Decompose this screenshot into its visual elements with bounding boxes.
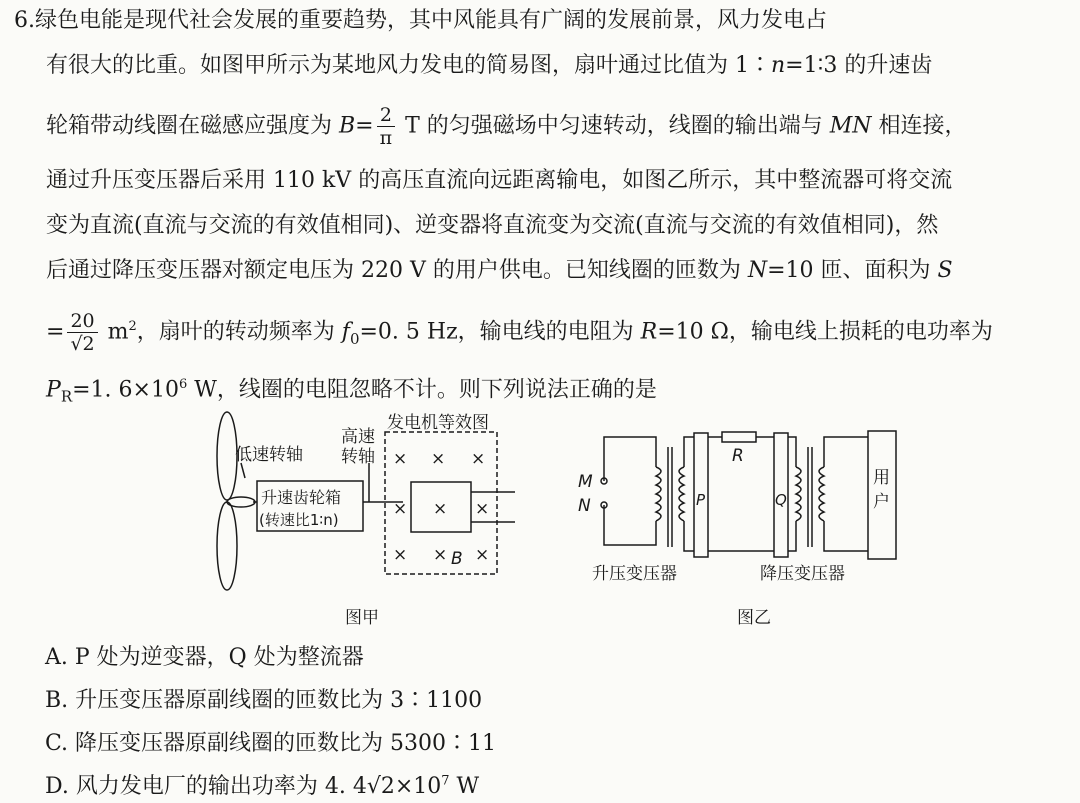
field-mark: × bbox=[475, 499, 490, 519]
field-mark: × bbox=[433, 499, 448, 519]
turbine-blade-bottom bbox=[217, 502, 237, 590]
turbine-blade-top bbox=[217, 412, 237, 500]
user-label-1: 用 bbox=[873, 468, 890, 488]
field-mark: × bbox=[475, 545, 490, 565]
label-p: P bbox=[696, 491, 706, 509]
label-m: M bbox=[578, 472, 593, 492]
question-line-2: 有很大的比重。如图甲所示为某地风力发电的简易图，扇叶通过比值为 1∶n=1∶3 的升速齿 bbox=[46, 53, 933, 78]
turbine-hub bbox=[227, 497, 255, 507]
field-mark: × bbox=[393, 449, 408, 469]
field-mark: × bbox=[471, 449, 486, 469]
label-r: R bbox=[732, 446, 744, 466]
question-line-4: 通过升压变压器后采用 110 kV 的高压直流向远距离输电，如图乙所示，其中整流器可将交流 bbox=[46, 168, 953, 193]
step-up-label: 升压变压器 bbox=[592, 564, 677, 584]
question-line-5: 变为直流(直流与交流的有效值相同)、逆变器将直流变为交流(直流与交流的有效值相同)，然 bbox=[46, 213, 939, 238]
step-down-primary-coil bbox=[796, 467, 801, 521]
low-shaft-label: 低速转轴 bbox=[235, 445, 303, 465]
question-line-8: $P_R=1$. $6\times 10^6$ W，线圈的电阻忽略不计。则下列说法正确的是 bbox=[46, 377, 657, 406]
user-label-2: 户 bbox=[873, 492, 890, 512]
option-a: A. P 处为逆变器，Q 处为整流器 bbox=[45, 645, 364, 670]
question-number: 6. bbox=[14, 8, 35, 33]
question-line-7: = $\frac{20}{√2}$ $m^2$，扇叶的转动频率为 $f_0=0$. 5 Hz，输电线的电阻为 R=10 Ω，输电线上损耗的电功率为 bbox=[46, 310, 993, 355]
question-line-3: 轮箱带动线圈在磁感应强度为 B= $\frac{2}{\pi}$ T 的匀强磁场中匀速转动，线圈的输出端与 MN 相连接， bbox=[46, 104, 967, 149]
question-line-6: 后通过降压变压器对额定电压为 220 V 的用户供电。已知线圈的匝数为 N=10 匝、面积为 S bbox=[46, 258, 953, 283]
field-mark: × bbox=[431, 449, 446, 469]
label-q: Q bbox=[775, 491, 787, 509]
gearbox-label-2: (转速比1∶n) bbox=[259, 511, 339, 529]
label-n: N bbox=[578, 496, 591, 516]
fraction-20-over-root2: $\frac{20}{√2}$ bbox=[67, 310, 97, 355]
high-shaft-label-2: 转轴 bbox=[341, 447, 375, 467]
option-c: C. 降压变压器原副线圈的匝数比为 5300∶11 bbox=[45, 731, 497, 756]
fraction-2-over-pi: $\frac{2}{\pi}$ bbox=[377, 104, 396, 149]
step-up-secondary-coil bbox=[679, 467, 684, 521]
field-mark: × bbox=[393, 545, 408, 565]
option-d: D. 风力发电厂的输出功率为 4. $4√2\times 10^7$ W bbox=[45, 773, 480, 799]
step-up-primary-coil bbox=[656, 467, 661, 521]
field-mark: × bbox=[433, 545, 448, 565]
generator-title: 发电机等效图 bbox=[387, 413, 489, 433]
option-b: B. 升压变压器原副线圈的匝数比为 3∶1100 bbox=[45, 688, 483, 713]
resistor-r bbox=[722, 432, 756, 442]
figure-b-diagram bbox=[570, 425, 900, 590]
question-line-1: 6.绿色电能是现代社会发展的重要趋势，其中风能具有广阔的发展前景，风力发电占 bbox=[14, 8, 828, 33]
field-mark: × bbox=[393, 499, 408, 519]
step-down-secondary-coil bbox=[819, 467, 824, 521]
step-down-label: 降压变压器 bbox=[760, 564, 845, 584]
field-label-b: B bbox=[451, 549, 463, 569]
gearbox-label-1: 升速齿轮箱 bbox=[261, 488, 342, 507]
high-shaft-label-1: 高速 bbox=[341, 427, 375, 447]
figure-b-caption: 图乙 bbox=[737, 608, 771, 628]
low-shaft-pointer bbox=[241, 463, 245, 478]
figure-a-diagram bbox=[205, 408, 525, 593]
figure-a-caption: 图甲 bbox=[345, 608, 379, 628]
